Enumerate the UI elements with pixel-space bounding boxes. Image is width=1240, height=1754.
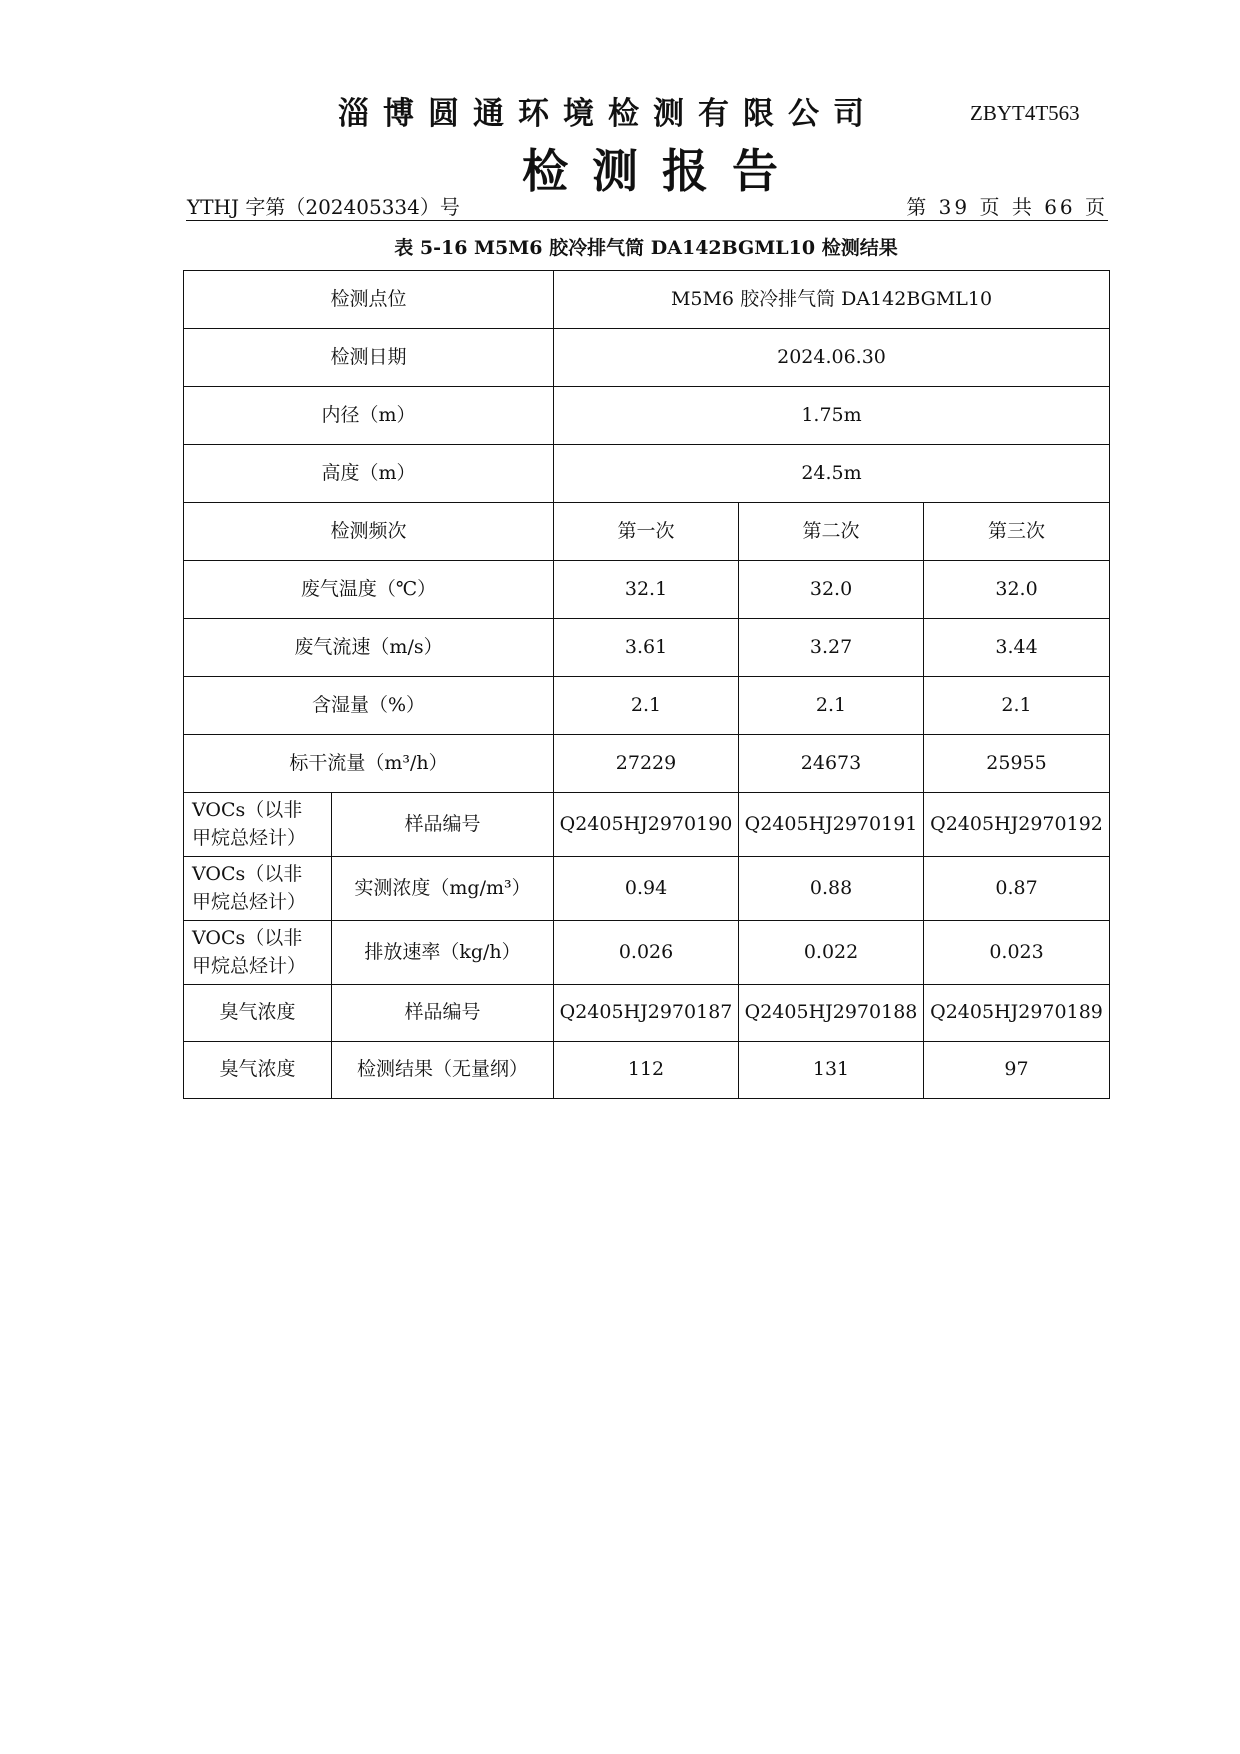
point-value: M5M6 胶冷排气筒 DA142BGML10: [554, 271, 1110, 329]
vocs-concentration-2: 0.88: [739, 857, 924, 921]
std-flow-2: 24673: [739, 735, 924, 793]
date-label: 检测日期: [184, 329, 554, 387]
results-table: [183, 270, 1110, 1099]
vocs-sample-3: Q2405HJ2970192: [924, 793, 1110, 857]
odor-sample-3: Q2405HJ2970189: [924, 985, 1110, 1042]
flow-velocity-label: 废气流速（m/s）: [184, 619, 554, 677]
row-flow-velocity: [184, 619, 1110, 677]
vocs-group-label: [184, 793, 332, 857]
vocs-rate-3: 0.023: [924, 921, 1110, 985]
temperature-1: 32.1: [554, 561, 739, 619]
moisture-3: 2.1: [924, 677, 1110, 735]
row-moisture: [184, 677, 1110, 735]
table-caption: 表 5-16 M5M6 胶冷排气筒 DA142BGML10 检测结果: [394, 237, 898, 259]
row-frequency: [184, 503, 1110, 561]
row-std-flow: [184, 735, 1110, 793]
vocs-group-line2: 甲烷总烃计）: [192, 826, 307, 849]
std-flow-3: 25955: [924, 735, 1110, 793]
odor-group-label: 臭气浓度: [184, 1042, 332, 1099]
vocs-group-line1: VOCs（以非: [192, 798, 303, 821]
vocs-sample-label: 样品编号: [332, 793, 554, 857]
odor-result-label: 检测结果（无量纲）: [332, 1042, 554, 1099]
row-odor-sample: [184, 985, 1110, 1042]
odor-sample-label: 样品编号: [332, 985, 554, 1042]
odor-result-1: 112: [554, 1042, 739, 1099]
report-title: 检测报告: [522, 144, 802, 198]
vocs-group-line2: 甲烷总烃计）: [192, 954, 307, 977]
std-flow-label: 标干流量（m³/h）: [184, 735, 554, 793]
row-point: [184, 271, 1110, 329]
row-vocs-sample: [184, 793, 1110, 857]
vocs-concentration-1: 0.94: [554, 857, 739, 921]
document-code: ZBYT4T563: [970, 101, 1080, 125]
odor-result-3: 97: [924, 1042, 1110, 1099]
frequency-label: 检测频次: [184, 503, 554, 561]
frequency-1: 第一次: [554, 503, 739, 561]
date-value: 2024.06.30: [554, 329, 1110, 387]
moisture-2: 2.1: [739, 677, 924, 735]
flow-velocity-2: 3.27: [739, 619, 924, 677]
moisture-label: 含湿量（%）: [184, 677, 554, 735]
height-label: 高度（m）: [184, 445, 554, 503]
diameter-label: 内径（m）: [184, 387, 554, 445]
frequency-3: 第三次: [924, 503, 1110, 561]
point-label: 检测点位: [184, 271, 554, 329]
odor-group-label: 臭气浓度: [184, 985, 332, 1042]
report-number: YTHJ 字第（202405334）号: [187, 195, 460, 219]
temperature-3: 32.0: [924, 561, 1110, 619]
vocs-rate-label: 排放速率（kg/h）: [332, 921, 554, 985]
vocs-group-line2: 甲烷总烃计）: [192, 890, 307, 913]
std-flow-1: 27229: [554, 735, 739, 793]
vocs-sample-2: Q2405HJ2970191: [739, 793, 924, 857]
odor-sample-1: Q2405HJ2970187: [554, 985, 739, 1042]
vocs-group-line1: VOCs（以非: [192, 862, 303, 885]
header-divider: [186, 220, 1108, 221]
row-diameter: [184, 387, 1110, 445]
temperature-2: 32.0: [739, 561, 924, 619]
moisture-1: 2.1: [554, 677, 739, 735]
flow-velocity-1: 3.61: [554, 619, 739, 677]
vocs-concentration-3: 0.87: [924, 857, 1110, 921]
row-vocs-rate: [184, 921, 1110, 985]
vocs-group-label: [184, 857, 332, 921]
flow-velocity-3: 3.44: [924, 619, 1110, 677]
vocs-group-label: [184, 921, 332, 985]
company-name: 淄博圆通环境检测有限公司: [338, 96, 878, 132]
row-temperature: [184, 561, 1110, 619]
odor-sample-2: Q2405HJ2970188: [739, 985, 924, 1042]
vocs-sample-1: Q2405HJ2970190: [554, 793, 739, 857]
vocs-concentration-label: 实测浓度（mg/m³）: [332, 857, 554, 921]
row-date: [184, 329, 1110, 387]
page-indicator: 第 39 页 共 66 页: [906, 195, 1108, 219]
height-value: 24.5m: [554, 445, 1110, 503]
frequency-2: 第二次: [739, 503, 924, 561]
vocs-rate-2: 0.022: [739, 921, 924, 985]
odor-result-2: 131: [739, 1042, 924, 1099]
vocs-group-line1: VOCs（以非: [192, 926, 303, 949]
temperature-label: 废气温度（℃）: [184, 561, 554, 619]
row-vocs-concentration: [184, 857, 1110, 921]
row-odor-result: [184, 1042, 1110, 1099]
vocs-rate-1: 0.026: [554, 921, 739, 985]
row-height: [184, 445, 1110, 503]
diameter-value: 1.75m: [554, 387, 1110, 445]
